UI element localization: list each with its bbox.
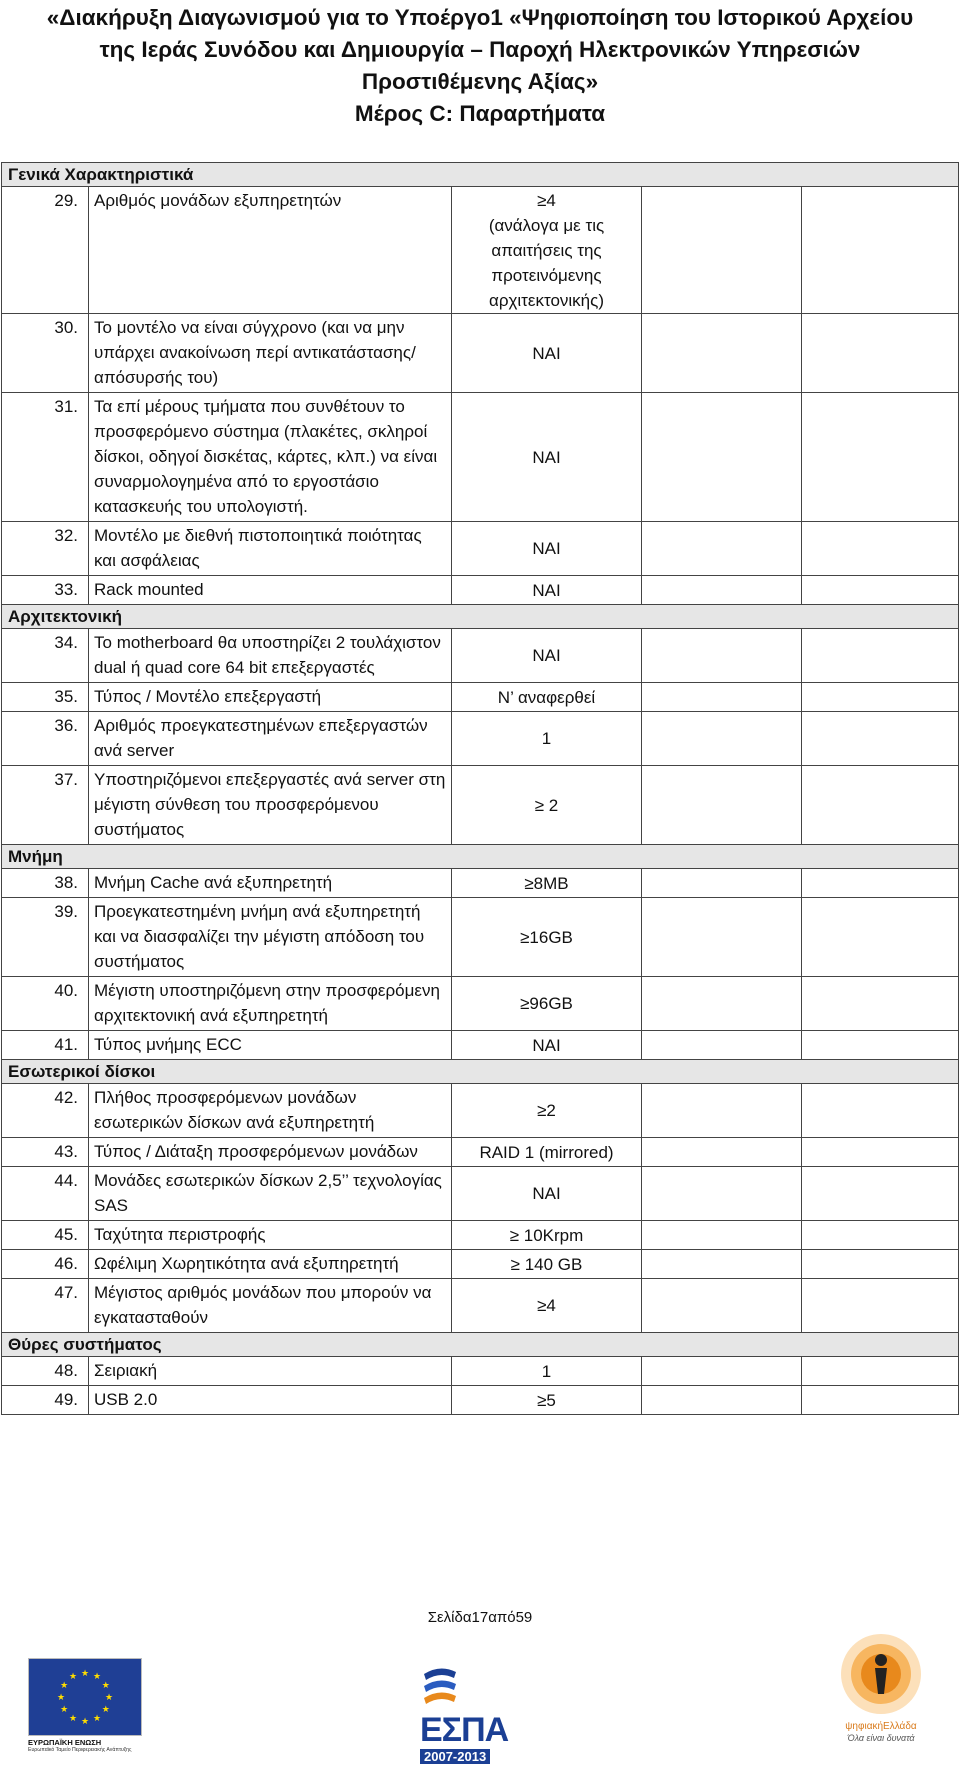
- eu-star-icon: ★: [80, 1668, 90, 1678]
- row-number: 42.: [2, 1084, 89, 1138]
- row-description: Μέγιστος αριθμός μονάδων που μπορούν να εγκατασταθούν: [89, 1279, 452, 1333]
- eu-flag-icon: [28, 1658, 142, 1736]
- row-number: 39.: [2, 898, 89, 977]
- eu-star-icon: ★: [92, 1671, 102, 1682]
- row-reference-cell: [802, 1031, 959, 1060]
- spec-row: [2, 1357, 959, 1386]
- spec-row: [2, 1138, 959, 1167]
- row-description: Μέγιστη υποστηριζόμενη στην προσφερόμενη αρχιτεκτονική ανά εξυπηρετητή: [89, 977, 452, 1031]
- spec-row: [2, 393, 959, 522]
- title-line-2: της Ιεράς Συνόδου και Δημιουργία – Παροχή Ηλεκτρονικών Υπηρεσιών: [99, 37, 861, 62]
- row-required-value: Ν’ αναφερθεί: [452, 683, 642, 712]
- section-header: [2, 1333, 959, 1357]
- row-reference-cell: [802, 1279, 959, 1333]
- row-reference-cell: [802, 187, 959, 314]
- row-response-cell: [642, 314, 802, 393]
- row-number: 33.: [2, 576, 89, 605]
- row-required-value: RAID 1 (mirrored): [452, 1138, 642, 1167]
- row-required-value: ≥16GB: [452, 898, 642, 977]
- row-description: Τύπος μνήμης ECC: [89, 1031, 452, 1060]
- spec-row: [2, 898, 959, 977]
- row-number: 30.: [2, 314, 89, 393]
- spec-row: [2, 314, 959, 393]
- spec-row: [2, 1167, 959, 1221]
- specifications-table: [1, 162, 959, 1415]
- spec-row: [2, 1386, 959, 1415]
- row-description: Rack mounted: [89, 576, 452, 605]
- row-number: 40.: [2, 977, 89, 1031]
- row-reference-cell: [802, 683, 959, 712]
- document-title: [0, 0, 960, 130]
- row-required-value: 1: [452, 712, 642, 766]
- spec-row: [2, 522, 959, 576]
- row-reference-cell: [802, 1138, 959, 1167]
- eu-star-icon: ★: [68, 1671, 78, 1682]
- spec-row: [2, 1221, 959, 1250]
- row-description: Τύπος / Διάταξη προσφερόμενων μονάδων: [89, 1138, 452, 1167]
- row-description: Αριθμός προεγκατεστημένων επεξεργαστών ανά server: [89, 712, 452, 766]
- row-response-cell: [642, 977, 802, 1031]
- row-response-cell: [642, 766, 802, 845]
- row-reference-cell: [802, 1250, 959, 1279]
- row-reference-cell: [802, 393, 959, 522]
- row-number: 45.: [2, 1221, 89, 1250]
- row-required-value: ≥96GB: [452, 977, 642, 1031]
- row-reference-cell: [802, 1357, 959, 1386]
- row-reference-cell: [802, 977, 959, 1031]
- spec-row: [2, 1279, 959, 1333]
- row-response-cell: [642, 629, 802, 683]
- section-title: Γενικά Χαρακτηριστικά: [2, 163, 959, 187]
- row-required-value: ΝΑΙ: [452, 576, 642, 605]
- spec-row: [2, 712, 959, 766]
- section-header: [2, 163, 959, 187]
- row-required-value: 1: [452, 1357, 642, 1386]
- title-line-1: «Διακήρυξη Διαγωνισμού για το Υποέργο1 «Ψηφιοποίηση του Ιστορικού Αρχείου: [46, 5, 914, 30]
- row-required-value: ΝΑΙ: [452, 1167, 642, 1221]
- row-description: Σειριακή: [89, 1357, 452, 1386]
- section-title: Εσωτερικοί δίσκοι: [2, 1060, 959, 1084]
- row-required-value: ΝΑΙ: [452, 1031, 642, 1060]
- spec-row: [2, 187, 959, 314]
- row-response-cell: [642, 393, 802, 522]
- row-number: 32.: [2, 522, 89, 576]
- section-header: [2, 605, 959, 629]
- digital-caption: ψηφιακήΕλλάδα: [845, 1721, 917, 1732]
- row-description: Το μοντέλο να είναι σύγχρονο (και να μην υπάρχει ανακοίνωση περί αντικατάστασης/ απόσυρσής του): [89, 314, 452, 393]
- row-description: Το motherboard θα υποστηρίζει 2 τουλάχιστον dual ή quad core 64 bit επεξεργαστές: [89, 629, 452, 683]
- row-required-value: ΝΑΙ: [452, 314, 642, 393]
- row-number: 37.: [2, 766, 89, 845]
- row-number: 43.: [2, 1138, 89, 1167]
- row-reference-cell: [802, 522, 959, 576]
- digital-greece-logo: [822, 1630, 940, 1744]
- eu-star-icon: ★: [101, 1704, 110, 1714]
- section-header: [2, 845, 959, 869]
- row-required-value: ≥ 10Krpm: [452, 1221, 642, 1250]
- row-number: 35.: [2, 683, 89, 712]
- page-number: Σελίδα17από59: [427, 1609, 533, 1626]
- row-required-value: ΝΑΙ: [452, 629, 642, 683]
- row-number: 49.: [2, 1386, 89, 1415]
- row-reference-cell: [802, 869, 959, 898]
- row-response-cell: [642, 1031, 802, 1060]
- row-response-cell: [642, 1386, 802, 1415]
- digital-subcaption: Όλα είναι δυνατά: [847, 1733, 915, 1743]
- eu-caption: ΕΥΡΩΠΑΪΚΗ ΕΝΩΣΗ: [28, 1738, 102, 1747]
- spec-row: [2, 1250, 959, 1279]
- eu-logo: [28, 1658, 140, 1754]
- eu-star-icon: ★: [60, 1680, 69, 1690]
- row-number: 31.: [2, 393, 89, 522]
- row-response-cell: [642, 522, 802, 576]
- section-header: [2, 1060, 959, 1084]
- spec-row: [2, 629, 959, 683]
- section-title: Αρχιτεκτονική: [2, 605, 959, 629]
- row-reference-cell: [802, 576, 959, 605]
- spec-row: [2, 1031, 959, 1060]
- title-line-4: Μέρος C: Παραρτήματα: [354, 101, 606, 126]
- row-reference-cell: [802, 314, 959, 393]
- row-reference-cell: [802, 712, 959, 766]
- spec-row: [2, 766, 959, 845]
- row-required-value: ≥2: [452, 1084, 642, 1138]
- row-reference-cell: [802, 629, 959, 683]
- row-description: Προεγκατεστημένη μνήμη ανά εξυπηρετητή και να διασφαλίζει την μέγιστη απόδοση του συστήματος: [89, 898, 452, 977]
- title-line-3: Προστιθέμενης Αξίας»: [361, 69, 599, 94]
- row-number: 34.: [2, 629, 89, 683]
- row-reference-cell: [802, 1221, 959, 1250]
- espa-years: 2007-2013: [420, 1749, 490, 1764]
- row-response-cell: [642, 1250, 802, 1279]
- row-number: 44.: [2, 1167, 89, 1221]
- espa-swoosh-icon: [420, 1664, 460, 1712]
- row-response-cell: [642, 869, 802, 898]
- row-number: 29.: [2, 187, 89, 314]
- row-description: Υποστηριζόμενοι επεξεργαστές ανά server στη μέγιστη σύνθεση του προσφερόμενου συστήματος: [89, 766, 452, 845]
- espa-logo: [420, 1664, 550, 1766]
- row-description: Τύπος / Μοντέλο επεξεργαστή: [89, 683, 452, 712]
- row-required-value: ΝΑΙ: [452, 393, 642, 522]
- row-description: Ωφέλιμη Χωρητικότητα ανά εξυπηρετητή: [89, 1250, 452, 1279]
- row-response-cell: [642, 1279, 802, 1333]
- eu-star-icon: ★: [101, 1680, 110, 1690]
- row-response-cell: [642, 1357, 802, 1386]
- eu-star-icon: ★: [80, 1716, 90, 1726]
- row-number: 38.: [2, 869, 89, 898]
- row-response-cell: [642, 898, 802, 977]
- row-reference-cell: [802, 1167, 959, 1221]
- row-response-cell: [642, 1221, 802, 1250]
- spec-row: [2, 1084, 959, 1138]
- row-description: Αριθμός μονάδων εξυπηρετητών: [89, 187, 452, 314]
- row-number: 46.: [2, 1250, 89, 1279]
- row-required-value: ΝΑΙ: [452, 522, 642, 576]
- eu-star-icon: ★: [60, 1704, 69, 1714]
- row-reference-cell: [802, 766, 959, 845]
- section-title: Θύρες συστήματος: [2, 1333, 959, 1357]
- row-reference-cell: [802, 1084, 959, 1138]
- row-required-value: ≥ 2: [452, 766, 642, 845]
- row-required-value: ≥8MB: [452, 869, 642, 898]
- espa-word: ΕΣΠΑ: [420, 1711, 509, 1749]
- row-description: Μνήμη Cache ανά εξυπηρετητή: [89, 869, 452, 898]
- row-description: Τα επί μέρους τμήματα που συνθέτουν το προσφερόμενο σύστημα (πλακέτες, σκληροί δίσκοι, οδηγοί δισκέτας, κάρτες, κλπ.) να είναι συναρμολογημένα από το εργοστάσιο κατασκευής του υπολογιστή.: [89, 393, 452, 522]
- row-number: 41.: [2, 1031, 89, 1060]
- row-description: Ταχύτητα περιστροφής: [89, 1221, 452, 1250]
- spec-row: [2, 683, 959, 712]
- eu-subcaption: Ευρωπαϊκό Ταμείο Περιφερειακής Ανάπτυξης: [28, 1747, 132, 1753]
- row-response-cell: [642, 1084, 802, 1138]
- row-response-cell: [642, 712, 802, 766]
- row-response-cell: [642, 576, 802, 605]
- eu-star-icon: ★: [92, 1712, 102, 1723]
- eu-star-icon: ★: [68, 1712, 78, 1723]
- row-reference-cell: [802, 1386, 959, 1415]
- spec-row: [2, 576, 959, 605]
- row-description: Μοντέλο με διεθνή πιστοποιητικά ποιότητας και ασφάλειας: [89, 522, 452, 576]
- row-number: 36.: [2, 712, 89, 766]
- row-required-value: ≥4 (ανάλογα με τις απαιτήσεις της προτεινόμενης αρχιτεκτονικής): [452, 187, 642, 314]
- row-required-value: ≥5: [452, 1386, 642, 1415]
- eu-star-icon: ★: [104, 1692, 114, 1702]
- section-title: Μνήμη: [2, 845, 959, 869]
- row-required-value: ≥ 140 GB: [452, 1250, 642, 1279]
- row-required-value: ≥4: [452, 1279, 642, 1333]
- row-description: Πλήθος προσφερόμενων μονάδων εσωτερικών δίσκων ανά εξυπηρετητή: [89, 1084, 452, 1138]
- row-reference-cell: [802, 898, 959, 977]
- spec-row: [2, 977, 959, 1031]
- eu-star-icon: ★: [56, 1692, 66, 1702]
- digital-greece-emblem-icon: [822, 1630, 940, 1716]
- spec-row: [2, 869, 959, 898]
- row-response-cell: [642, 1167, 802, 1221]
- row-number: 47.: [2, 1279, 89, 1333]
- row-response-cell: [642, 683, 802, 712]
- row-description: Μονάδες εσωτερικών δίσκων 2,5’’ τεχνολογίας SAS: [89, 1167, 452, 1221]
- row-number: 48.: [2, 1357, 89, 1386]
- row-description: USB 2.0: [89, 1386, 452, 1415]
- row-response-cell: [642, 187, 802, 314]
- row-response-cell: [642, 1138, 802, 1167]
